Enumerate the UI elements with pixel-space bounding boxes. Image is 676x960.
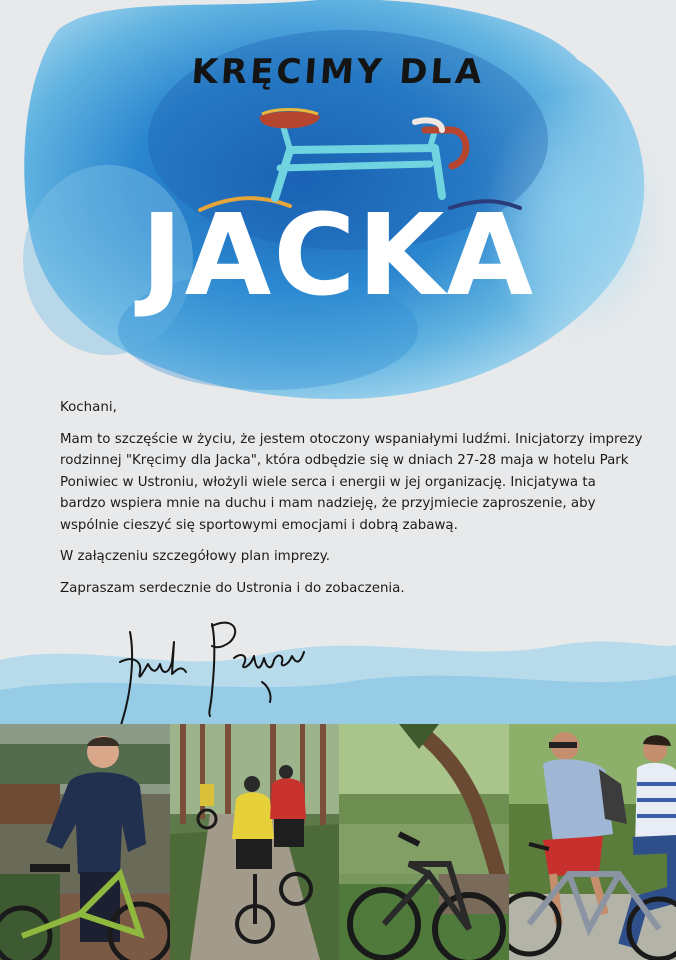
photo-strip — [0, 724, 676, 960]
letter-paragraph-2: W załączeniu szczegółowy plan imprezy. — [60, 549, 330, 564]
title-main: JACKA — [140, 191, 535, 321]
watercolor-bottom-band — [0, 620, 676, 730]
letter-paragraph-1: Mam to szczęście w życiu, że jestem otoczony wspaniałymi ludźmi. Inicjatorzy imprezy rodzinnej "Kręcimy dla Jacka", która odbędzie się w dniach 27-28 maja w hotelu Park Poniwiec w Ustroniu, włożyli wiele serca i energii w jej organizację. Inicjatywa ta bardzo wspiera mnie na duchu i mam nadzieję, że przyjmiecie zaproszenie, aby wspólnie cieszyć się sportowymi emocjami i dobrą zabawą. — [60, 431, 643, 533]
photo-tandem-couple — [509, 724, 676, 960]
letter-body — [60, 397, 645, 609]
letter-greeting: Kochani, — [60, 400, 117, 415]
signature — [112, 612, 322, 737]
photo-bike-by-pond — [339, 724, 509, 960]
title-top: KRĘCIMY DLA — [190, 52, 486, 92]
photo-man-with-bike — [0, 724, 170, 960]
photo-cyclists-forest-path — [170, 724, 339, 960]
letter-paragraph-3: Zapraszam serdecznie do Ustronia i do zobaczenia. — [60, 580, 405, 596]
